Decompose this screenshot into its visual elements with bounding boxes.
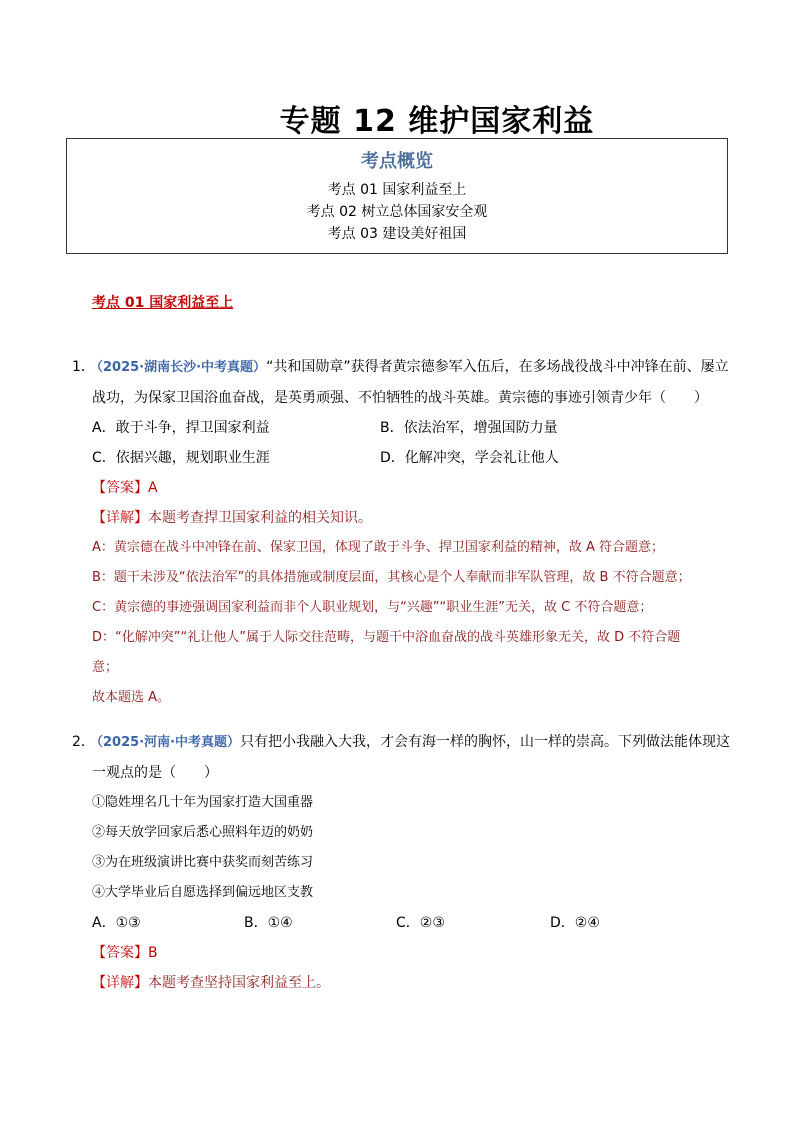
detail-label: 【详解】 [92, 510, 148, 526]
analysis-line: A：黄宗德在战斗中冲锋在前、保家卫国，体现了敢于斗争、捍卫国家利益的精神，故 A 符合题意； [92, 540, 665, 555]
overview-item: 考点 01 国家利益至上 [327, 182, 467, 198]
detail-text: 本题考查坚持国家利益至上。 [148, 975, 330, 991]
option-a: A．敢于斗争，捍卫国家利益 [92, 420, 270, 436]
option-b: B．①④ [244, 915, 293, 931]
detail-line [72, 968, 732, 998]
question-2 [72, 727, 732, 998]
statement-item: ①隐姓埋名几十年为国家打造大国重器 [92, 795, 314, 810]
question-stem-continued: 战功，为保家卫国浴血奋战，是英勇顽强、不怕牺牲的战斗英雄。黄宗德的事迹引领青少年（ ） [92, 390, 708, 406]
option-c: C．②③ [396, 915, 445, 931]
answer-line: 【答案】A [92, 480, 158, 496]
options-row [72, 443, 732, 473]
overview-list [67, 179, 727, 245]
answer-line: 【答案】B [92, 945, 158, 961]
option-d: D．②④ [550, 915, 600, 931]
options-row [72, 908, 732, 938]
options-row [72, 413, 732, 443]
detail-line [72, 503, 732, 533]
statement-item: ②每天放学回家后悉心照料年迈的奶奶 [92, 825, 314, 840]
overview-heading: 考点概览 [361, 151, 433, 172]
statement-item: ④大学毕业后自愿选择到偏远地区支教 [92, 885, 314, 900]
analysis-line: 意； [92, 660, 119, 675]
detail-label: 【详解】 [92, 975, 148, 991]
question-source: （2025·湖南长沙·中考真题） [90, 360, 267, 375]
overview-item: 考点 02 树立总体国家安全观 [306, 204, 488, 220]
detail-text: 本题考查捍卫国家利益的相关知识。 [148, 510, 372, 526]
analysis-line: D：“化解冲突”“礼让他人”属于人际交往范畴，与题干中浴血奋战的战斗英雄形象无关，故 D 不符合题 [92, 630, 681, 645]
section-heading: 考点 01 国家利益至上 [92, 295, 234, 311]
question-stem: 只有把小我融入大我，才会有海一样的胸怀，山一样的崇高。下列做法能体现这 [240, 734, 731, 750]
overview-box [66, 138, 728, 254]
question-number: 1． [72, 359, 95, 375]
conclusion-line: 故本题选 A。 [92, 690, 171, 705]
overview-item: 考点 03 建设美好祖国 [327, 226, 467, 242]
question-number: 2． [72, 734, 95, 750]
analysis-line: C：黄宗德的事迹强调国家利益而非个人职业规划，与“兴趣”“职业生涯”无关，故 C 不符合题意； [92, 600, 653, 615]
option-d: D．化解冲突，学会礼让他人 [380, 450, 559, 466]
option-a: A．①③ [92, 915, 141, 931]
question-1 [72, 352, 732, 713]
question-stem-continued: 一观点的是（ ） [92, 765, 218, 781]
option-c: C．依据兴趣，规划职业生涯 [92, 450, 270, 466]
option-b: B．依法治军，增强国防力量 [380, 420, 558, 436]
statement-item: ③为在班级演讲比赛中获奖而刻苦练习 [92, 855, 314, 870]
analysis-line: B：题干未涉及“依法治军”的具体措施或制度层面，其核心是个人奉献而非军队管理，故 B 不符合题意； [92, 570, 691, 585]
question-stem: “共和国勋章”获得者黄宗德参军入伍后，在多场战役战斗中冲锋在前、屡立 [266, 359, 729, 375]
question-source: （2025·河南·中考真题） [90, 735, 241, 750]
page-title: 专题 12 维护国家利益 [279, 104, 595, 139]
